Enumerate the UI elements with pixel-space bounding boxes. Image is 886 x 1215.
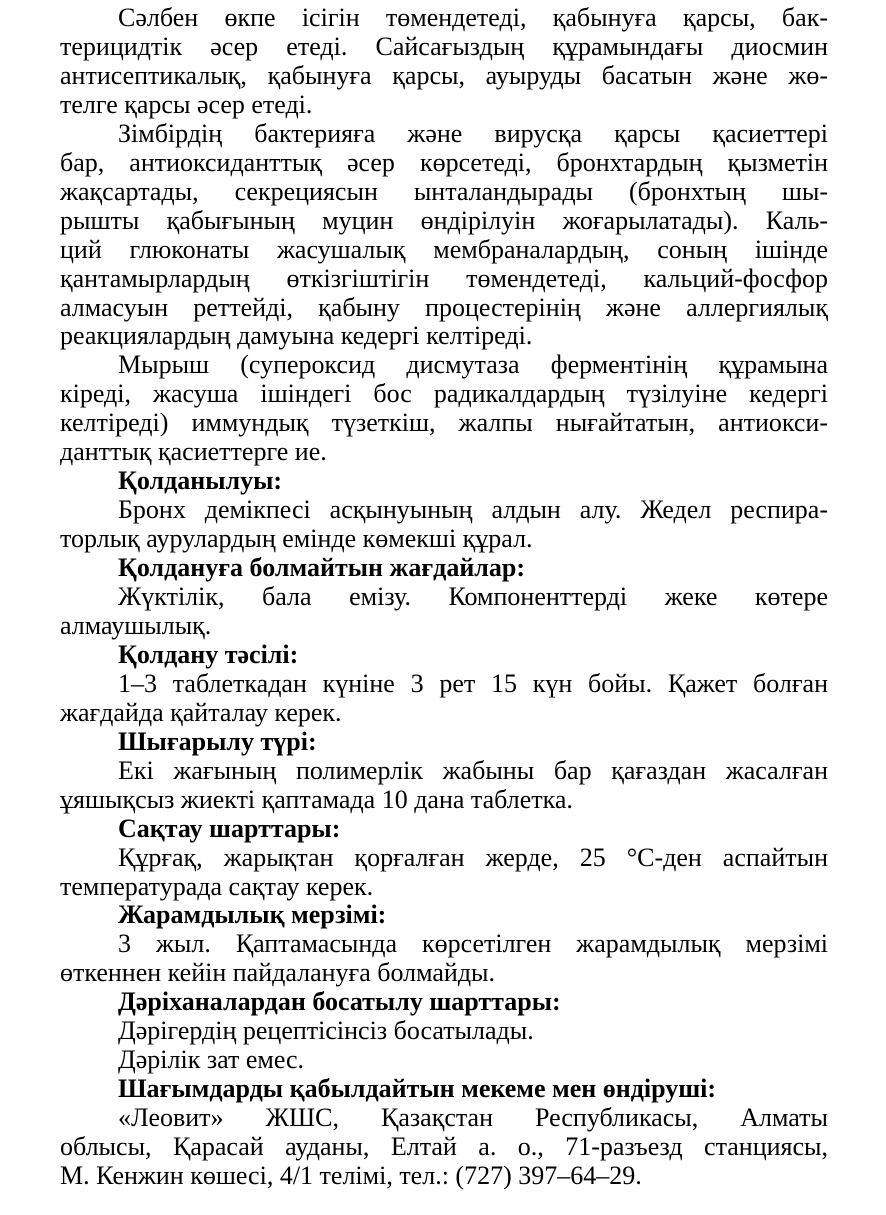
text-line: қантамырлардың өткізгіштігін төмендетеді, кальций-фосфор: [60, 263, 828, 293]
section-heading: Қолдану тəсілі:: [118, 639, 299, 669]
text-line: жағдайда қайталау керек.: [60, 697, 342, 727]
text-line: рышты қабығының муцин өндірілуін жоғарылатады). Каль-: [60, 205, 828, 235]
text-line: ұяшықсыз жиекті қаптамада 10 дана таблетка.: [60, 784, 573, 814]
text-line: алмаушылық.: [60, 610, 212, 640]
text-line: терицидтік əсер етеді. Сайсағыздың құрамындағы диосмин: [60, 31, 828, 61]
text-line: Мырыш (супероксид дисмутаза ферментінің құрамына: [118, 350, 828, 380]
text-line: облысы, Қарасай ауданы, Елтай а. о., 71-разъезд станциясы,: [60, 1132, 828, 1162]
text-line: торлық аурулардың емінде көмекші құрал.: [60, 524, 533, 554]
section-heading: Қолданылуы:: [118, 466, 283, 496]
text-line: 1–3 таблеткадан күніне 3 рет 15 күн бойы. Қажет болған: [118, 668, 828, 698]
text-line: Дəрілік зат емес.: [118, 1045, 305, 1075]
text-line: антисептикалық, қабынуға қарсы, ауыруды басатын жəне жө-: [60, 60, 828, 90]
text-line: Екі жағының полимерлік жабыны бар қағаздан жасалған: [118, 755, 828, 785]
text-line: реакциялардың дамуына кедергі келтіреді.: [60, 321, 533, 351]
text-line: жақсартады, секрециясын ынталандырады (бронхтың шы-: [60, 176, 828, 206]
text-line: М. Кенжин көшесі, 4/1 телімі, тел.: (727) 397–64–29.: [60, 1161, 642, 1190]
text-line: Дəрігердің рецептісінсіз босатылады.: [118, 1016, 534, 1046]
text-line: 3 жыл. Қаптамасында көрсетілген жарамдылық мерзімі: [118, 929, 828, 959]
text-line: «Леовит» ЖШС, Қазақстан Республикасы, Алматы: [118, 1103, 828, 1133]
text-line: телге қарсы əсер етеді.: [60, 89, 313, 119]
text-line: алмасуын реттейді, қабыну процестерінің жəне аллергиялық: [60, 292, 828, 322]
section-heading: Жарамдылық мерзімі:: [118, 900, 387, 930]
text-line: Бронх демікпесі асқынуының алдын алу. Жедел респира-: [118, 495, 828, 525]
section-heading: Сақтау шарттары:: [118, 813, 341, 843]
text-line: Зімбірдің бактерияға жəне вирусқа қарсы қасиеттері: [118, 118, 828, 148]
section-heading: Шығарылу түрі:: [118, 726, 317, 756]
section-heading: Шағымдарды қабылдайтын мекеме мен өндіруші:: [118, 1074, 717, 1104]
text-line: бар, антиоксиданттық əсер көрсетеді, бронхтардың қызметін: [60, 147, 828, 177]
text-line: Жүктілік, бала емізу. Компоненттерді жеке көтере: [118, 582, 828, 611]
text-line: келтіреді) иммундық түзеткіш, жалпы нығайтатын, антиокси-: [60, 408, 828, 438]
text-line: Сəлбен өкпе ісігін төмендетеді, қабынуға қарсы, бак-: [118, 3, 828, 32]
section-heading: Дəріханалардан босатылу шарттары:: [118, 987, 561, 1017]
text-line: данттық қасиеттерге ие.: [60, 437, 327, 467]
text-line: ций глюконаты жасушалық мембраналардың, соның ішінде: [60, 234, 828, 264]
text-line: температурада сақтау керек.: [60, 871, 374, 901]
text-line: өткеннен кейін пайдалануға болмайды.: [60, 958, 496, 988]
text-line: Құрғақ, жарықтан қорғалған жерде, 25 °С-ден аспайтын: [118, 842, 828, 872]
section-heading: Қолдануға болмайтын жағдайлар:: [118, 553, 525, 583]
text-line: кіреді, жасуша ішіндегі бос радикалдардың түзілуіне кедергі: [60, 379, 828, 409]
